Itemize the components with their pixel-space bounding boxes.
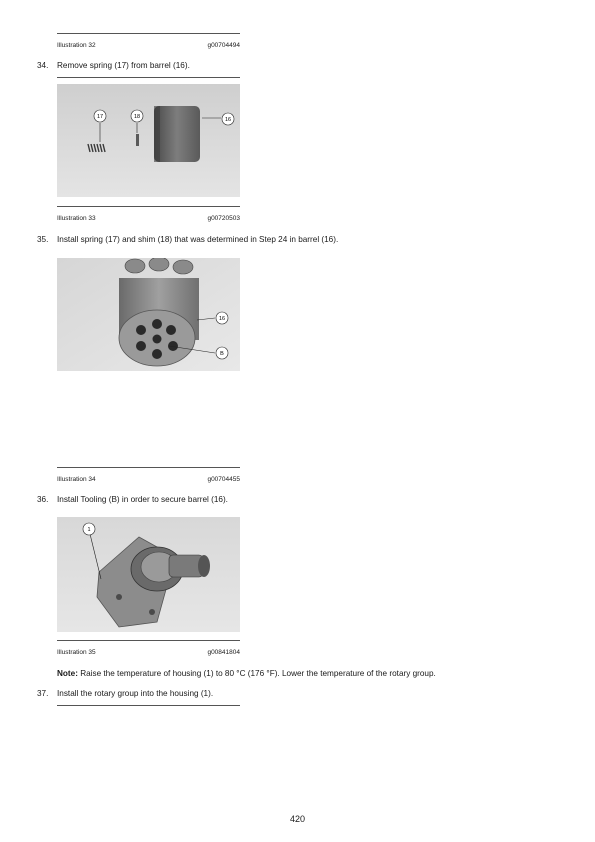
note-text: Raise the temperature of housing (1) to 80 °C (176 °F). Lower the temperature of the rotary group. bbox=[77, 669, 436, 678]
divider bbox=[57, 640, 240, 641]
page-number: 420 bbox=[289, 814, 306, 824]
step-34 bbox=[37, 61, 190, 70]
illustration-33-caption bbox=[57, 215, 240, 222]
illustration-34-caption bbox=[57, 476, 240, 483]
shaft bbox=[169, 555, 203, 577]
illustration-code: g00720503 bbox=[207, 215, 240, 222]
note-label: Note: bbox=[57, 669, 78, 678]
illustration-label: Illustration 34 bbox=[57, 476, 96, 483]
step-37 bbox=[37, 689, 213, 698]
barrel-part bbox=[154, 106, 200, 162]
illustration-32-caption bbox=[57, 42, 240, 49]
step-text: Install Tooling (B) in order to secure barrel (16). bbox=[57, 495, 228, 504]
illustration-label: Illustration 35 bbox=[57, 649, 96, 656]
note bbox=[57, 669, 436, 678]
illustration-code: g00704455 bbox=[207, 476, 240, 483]
step-35 bbox=[37, 235, 338, 244]
callout-1-label: 1 bbox=[87, 527, 91, 533]
shim-part bbox=[136, 134, 139, 146]
callout-b-label: B bbox=[220, 351, 224, 357]
illustration-code: g00704494 bbox=[207, 42, 240, 49]
divider bbox=[57, 705, 240, 706]
step-text: Install spring (17) and shim (18) that was determined in Step 24 in barrel (16). bbox=[57, 235, 339, 244]
step-text: Install the rotary group into the housing (1). bbox=[57, 689, 214, 698]
illustration-label: Illustration 33 bbox=[57, 215, 96, 222]
illustration-34-photo bbox=[57, 258, 240, 371]
illustration-35-caption bbox=[57, 649, 240, 656]
divider bbox=[57, 467, 240, 468]
step-number: 36. bbox=[37, 495, 49, 504]
step-number: 35. bbox=[37, 235, 49, 244]
step-36 bbox=[37, 495, 228, 504]
step-number: 34. bbox=[37, 61, 49, 70]
illustration-label: Illustration 32 bbox=[57, 42, 96, 49]
illustration-code: g00841804 bbox=[207, 649, 240, 656]
callout-16-label: 16 bbox=[224, 117, 232, 123]
step-text: Remove spring (17) from barrel (16). bbox=[57, 61, 190, 70]
step-number: 37. bbox=[37, 689, 49, 698]
illustration-33-photo bbox=[57, 84, 240, 197]
divider-top bbox=[57, 33, 240, 34]
divider bbox=[57, 77, 240, 78]
callout-17-label: 17 bbox=[96, 114, 104, 120]
illustration-35-photo bbox=[57, 517, 240, 632]
divider bbox=[57, 206, 240, 207]
callout-16-label: 16 bbox=[218, 316, 226, 322]
callout-18-label: 18 bbox=[133, 114, 141, 120]
